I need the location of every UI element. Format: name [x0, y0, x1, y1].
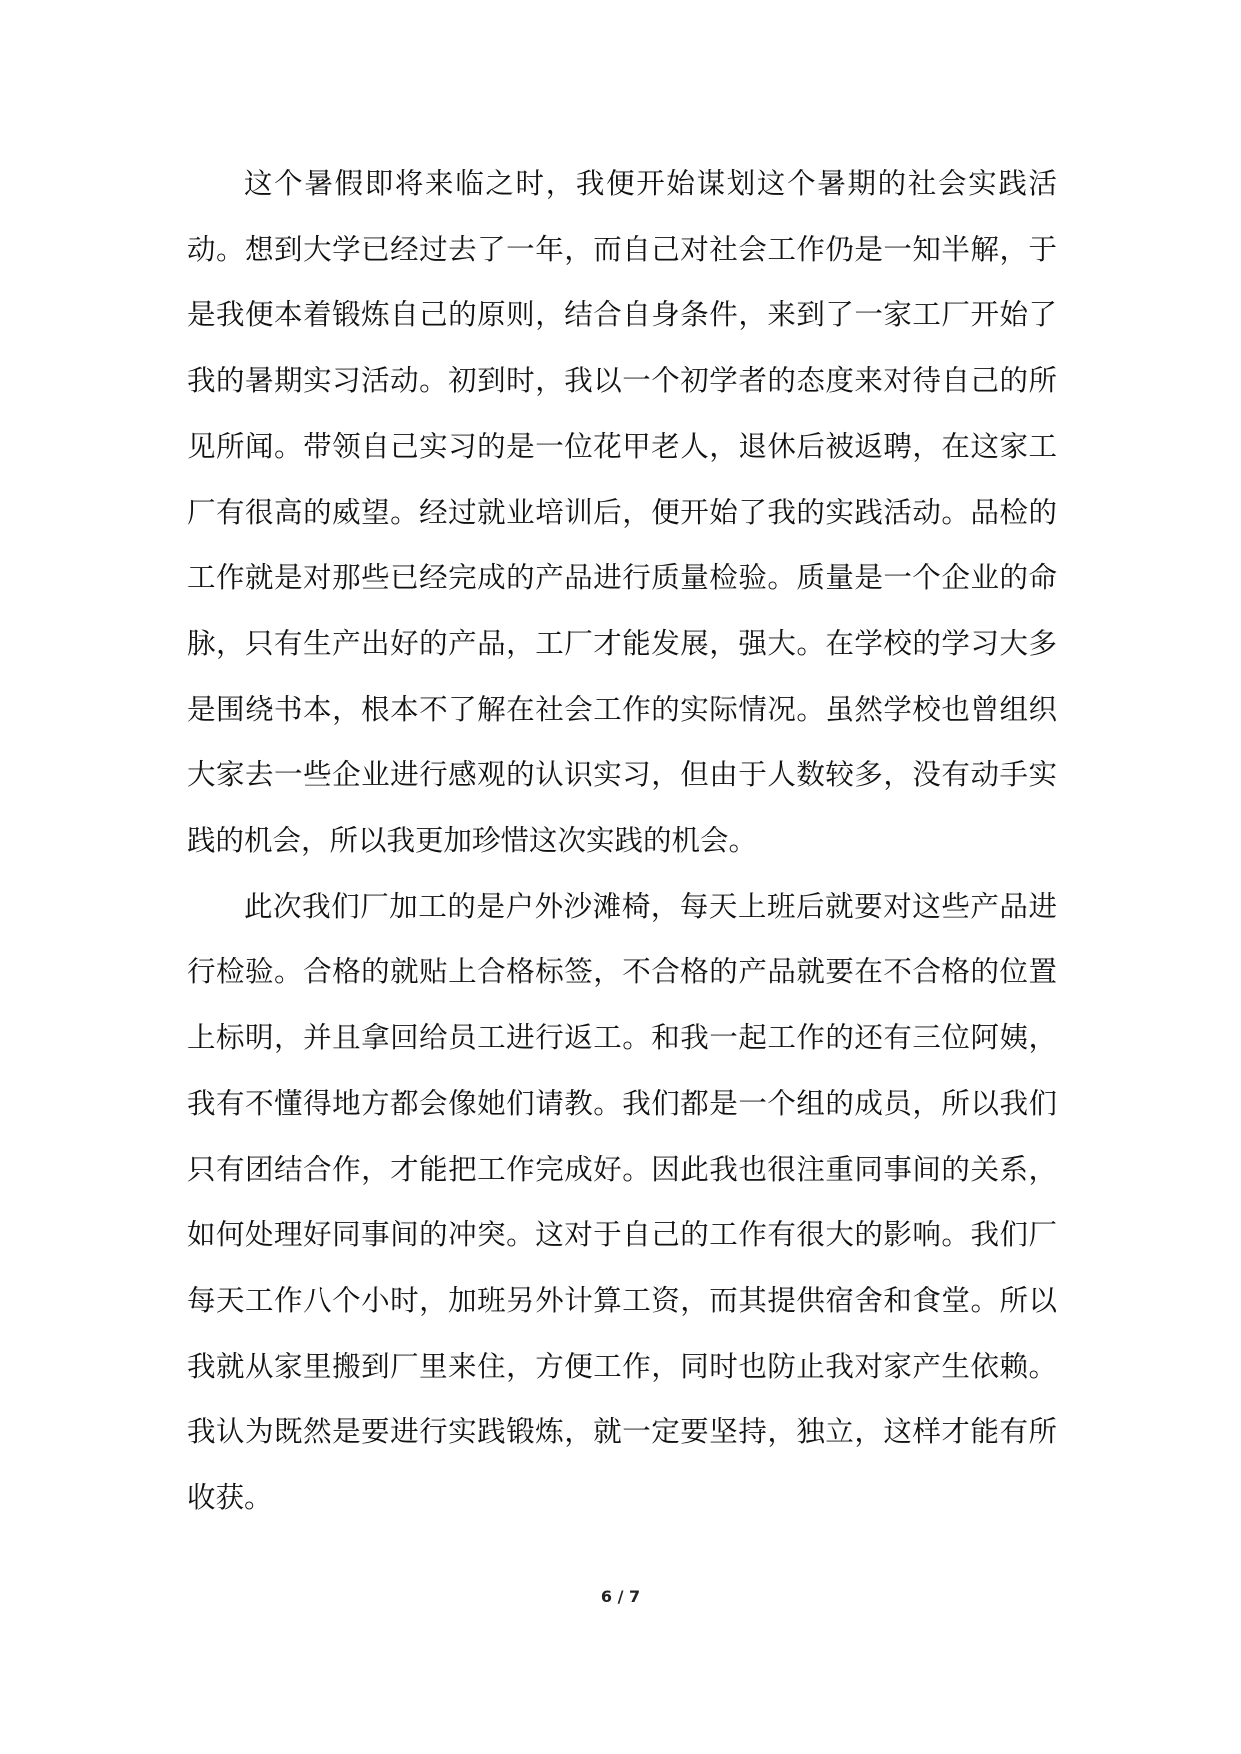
page-number: 6 / 7: [600, 1587, 641, 1606]
paragraph-1: 这个暑假即将来临之时，我便开始谋划这个暑期的社会实践活动。想到大学已经过去了一年，而自己对社会工作仍是一知半解，于是我便本着锻炼自己的原则，结合自身条件，来到了一家工厂开始了我的暑期实习活动。初到时，我以一个初学者的态度来对待自己的所见所闻。带领自己实习的是一位花甲老人，退休后被返聘，在这家工厂有很高的威望。经过就业培训后，便开始了我的实践活动。品检的工作就是对那些已经完成的产品进行质量检验。质量是一个企业的命脉，只有生产出好的产品，工厂才能发展，强大。在学校的学习大多是围绕书本，根本不了解在社会工作的实际情况。虽然学校也曾组织大家去一些企业进行感观的认识实习，但由于人数较多，没有动手实践的机会，所以我更加珍惜这次实践的机会。: [187, 167, 1057, 858]
paragraph-2: 此次我们厂加工的是户外沙滩椅，每天上班后就要对这些产品进行检验。合格的就贴上合格标签，不合格的产品就要在不合格的位置上标明，并且拿回给员工进行返工。和我一起工作的还有三位阿姨，我有不懂得地方都会像她们请教。我们都是一个组的成员，所以我们只有团结合作，才能把工作完成好。因此我也很注重同事间的关系，如何处理好同事间的冲突。这对于自己的工作有很大的影响。我们厂每天工作八个小时，加班另外计算工资，而其提供宿舍和食堂。所以我就从家里搬到厂里来住，方便工作，同时也防止我对家产生依赖。我认为既然是要进行实践锻炼，就一定要坚持，独立，这样才能有所收获。: [187, 889, 1057, 1515]
document-body: [187, 151, 1057, 1531]
